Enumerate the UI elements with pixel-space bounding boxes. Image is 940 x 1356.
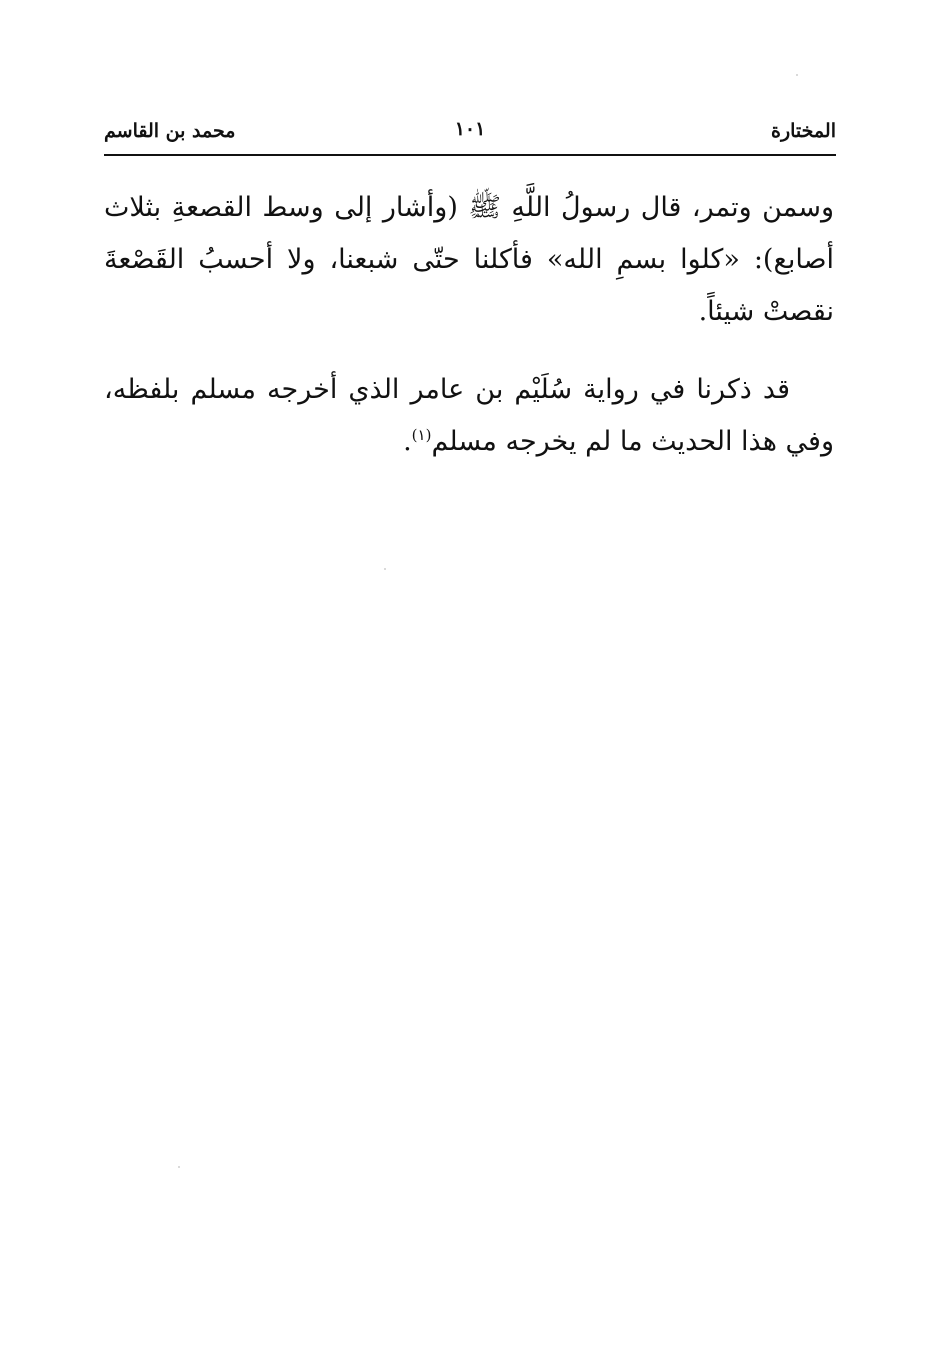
header-divider xyxy=(104,154,836,156)
paragraph-2-text: قد ذكرنا في رواية سُلَيْم بن عامر الذي أخرجه مسلم بلفظه، وفي هذا الحديث ما لم يخرجه مسلم xyxy=(104,374,834,457)
scan-speck xyxy=(178,1166,180,1168)
footnote-marker[interactable]: (١) xyxy=(411,426,432,444)
author-name: محمد بن القاسم xyxy=(104,120,236,142)
book-title: المختارة xyxy=(771,120,836,142)
paragraph-2 xyxy=(104,364,834,468)
paragraph-2-end: . xyxy=(403,426,412,457)
scan-speck xyxy=(796,74,798,76)
paragraph-1: وسمن وتمر، قال رسولُ اللَّهِ ﷺ (وأشار إلى وسط القصعةِ بثلاث أصابع): «كلوا بسمِ الله» فأكلنا حتّى شبعنا، ولا أحسبُ القَصْعةَ نقصتْ شيئاً. xyxy=(104,192,834,327)
scan-speck xyxy=(384,568,386,570)
page-number: ١٠١ xyxy=(454,118,486,140)
running-header xyxy=(104,116,836,152)
